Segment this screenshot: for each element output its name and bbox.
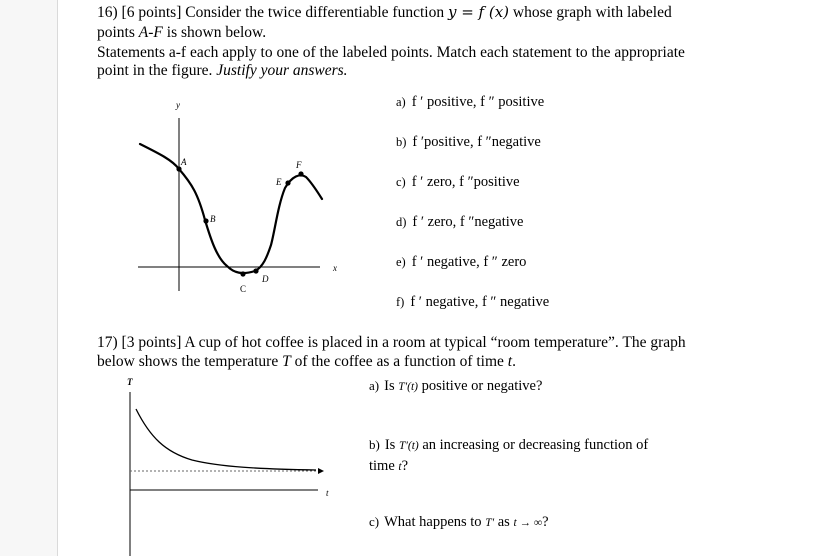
y-axis-label: y bbox=[176, 100, 180, 110]
q16-intro-tail: whose graph with labeled bbox=[509, 4, 672, 21]
point-a-label: A bbox=[181, 157, 187, 167]
text: t bbox=[398, 461, 402, 473]
point-f-dot bbox=[298, 171, 303, 176]
text: t bbox=[507, 353, 513, 370]
text: a) bbox=[369, 378, 380, 393]
text: ? bbox=[401, 458, 409, 474]
x-axis-label: x bbox=[333, 263, 337, 273]
text: f ′positive, f ″negative bbox=[412, 134, 541, 150]
text: Is bbox=[384, 378, 399, 394]
point-d-label: D bbox=[262, 274, 269, 284]
text: c) bbox=[369, 514, 380, 529]
text: T′(t) bbox=[398, 440, 419, 452]
point-b-label: B bbox=[210, 214, 216, 224]
temperature-curve bbox=[136, 409, 316, 470]
arrowhead-icon bbox=[318, 468, 324, 474]
text: f ′ zero, f ″negative bbox=[412, 214, 524, 230]
q17-line-2 bbox=[97, 352, 516, 371]
t-axis-label: t bbox=[326, 488, 329, 498]
text: d) bbox=[396, 215, 407, 229]
text: as bbox=[494, 514, 514, 530]
q17-question-c bbox=[369, 513, 549, 532]
text: of the coffee as a function of time bbox=[290, 353, 508, 370]
q17-graph bbox=[127, 377, 329, 556]
q17-question-b-line-2 bbox=[369, 457, 408, 476]
text: c) bbox=[396, 175, 406, 189]
point-d-dot bbox=[253, 268, 258, 273]
q16-graph bbox=[138, 100, 337, 294]
text: is shown below. bbox=[162, 24, 267, 41]
justify-instruction: Justify your answers. bbox=[216, 62, 348, 79]
text: f ′ positive, f ″ positive bbox=[411, 94, 545, 110]
point-c-label: C bbox=[240, 284, 247, 294]
text: a) bbox=[396, 95, 406, 109]
text: Is bbox=[384, 437, 399, 453]
point-a-dot bbox=[176, 166, 181, 171]
text: f) bbox=[396, 295, 405, 309]
q16-line-3: Statements a-f each apply to one of the labeled points. Match each statement to the appropriate bbox=[97, 44, 685, 61]
text: T′ bbox=[485, 517, 495, 529]
point-c-dot bbox=[240, 271, 245, 276]
function-curve bbox=[140, 144, 322, 273]
text: b) bbox=[396, 135, 407, 149]
text: below shows the temperature bbox=[97, 353, 283, 370]
text: What happens to bbox=[384, 514, 486, 530]
q17-question-b bbox=[369, 436, 648, 455]
points-range: A-F bbox=[138, 24, 163, 41]
text: b) bbox=[369, 437, 380, 452]
point-e-label: E bbox=[276, 177, 282, 187]
text: e) bbox=[396, 255, 406, 269]
text: T′(t) bbox=[398, 381, 418, 393]
text: T bbox=[282, 353, 291, 370]
T-axis-label: T bbox=[127, 377, 133, 387]
text: f ′ negative, f ″ negative bbox=[410, 294, 550, 310]
text: f ′ negative, f ″ zero bbox=[411, 254, 527, 270]
function-formula: y = f (x) bbox=[447, 3, 510, 21]
text: time bbox=[369, 458, 399, 474]
text: f ′ zero, f ″positive bbox=[411, 174, 520, 190]
text: ? bbox=[542, 514, 549, 530]
q16-intro: 16) [6 points] Consider the twice differentiable function bbox=[97, 4, 448, 21]
text: . bbox=[512, 353, 516, 370]
text: point in the figure. bbox=[97, 62, 217, 79]
q17-question-a bbox=[369, 377, 542, 396]
text: positive or negative? bbox=[417, 378, 543, 394]
point-b-dot bbox=[203, 218, 208, 223]
q17-line-1: 17) [3 points] A cup of hot coffee is placed in a room at typical “room temperature”. The graph bbox=[97, 334, 686, 351]
text: an increasing or decreasing function of bbox=[418, 437, 649, 453]
text: t → ∞ bbox=[513, 517, 543, 529]
point-e-dot bbox=[285, 180, 290, 185]
point-f-label: F bbox=[296, 160, 302, 170]
text: points bbox=[97, 24, 139, 41]
